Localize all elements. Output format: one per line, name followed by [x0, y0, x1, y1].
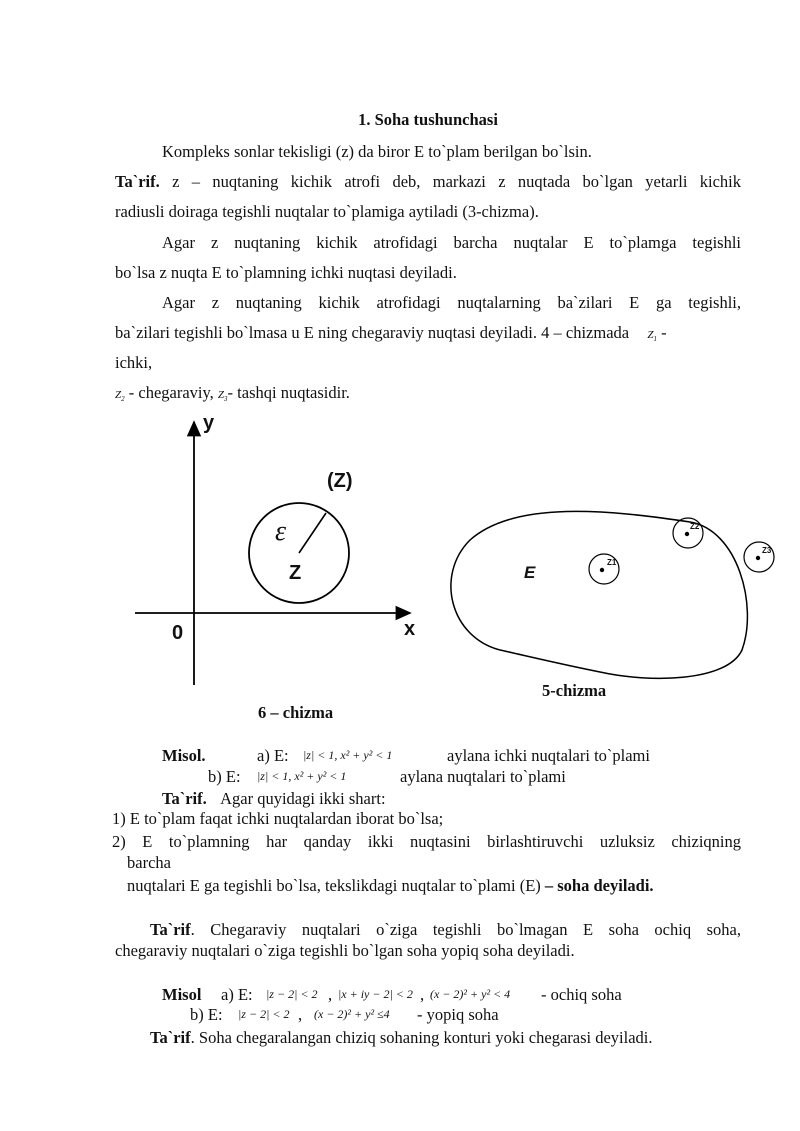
example-2b-prefix: b) E:: [190, 1005, 223, 1024]
z3-label: Z3: [762, 546, 772, 555]
center-point-label: Z: [289, 562, 302, 584]
paragraph-2-line-2: bo`lsa z nuqta E to`plamning ichki nuqtasi deyiladi.: [115, 263, 457, 282]
z2-label: Z2: [690, 522, 700, 531]
intro-paragraph: Kompleks sonlar tekisligi (z) da biror E to`plam berilgan bo`lsin.: [162, 142, 592, 161]
definition-text: z – nuqtaning kichik atrofi deb, markazi z nuqtada bo`lgan yetarli kichik: [172, 172, 741, 191]
definition-4-label: Ta`rif: [150, 1028, 191, 1047]
definition-4-text: . Soha chegaralangan chiziq sohaning konturi yoki chegarasi deyiladi.: [190, 1028, 653, 1047]
z1-symbol: $Z_1$: [647, 329, 657, 344]
example-2a-prefix: a) E:: [221, 985, 253, 1004]
region-e-label: E: [524, 563, 536, 582]
definition-3-label: Ta`rif: [150, 920, 191, 939]
example-1-label: Misol.: [162, 746, 206, 765]
definition-3-text: . Chegaraviy nuqtalari o`ziga tegishli bo`lmagan E soha ochiq soha,: [190, 920, 741, 939]
condition-2: 2) E to`plamning har qanday ikki nuqtasini birlashtiruvchi uzluksiz chiziqning: [112, 832, 741, 851]
example-2a-text: - ochiq soha: [541, 985, 622, 1004]
figure-6-caption: 6 – chizma: [258, 703, 334, 722]
definition-2-label: Ta`rif.: [162, 789, 207, 808]
definition-2-intro-line: [162, 789, 386, 809]
region-e-boundary: [451, 511, 747, 678]
definition-1-line-1: [115, 172, 741, 192]
paragraph-3-line-2: [115, 323, 667, 343]
definition-label: Ta`rif.: [115, 172, 160, 191]
example-2b-math-2: (x − 2)² + y² ≤4: [314, 1007, 390, 1021]
x-axis-label: x: [404, 618, 416, 640]
definition-1-line-2: radiusli doiraga tegishli nuqtalar to`plamiga aytiladi (3-chizma).: [115, 202, 539, 221]
z3-symbol: $Z_3$: [217, 389, 228, 404]
plane-label: (Z): [327, 470, 353, 492]
z3-point: [756, 556, 760, 560]
example-1a-text: aylana ichki nuqtalari to`plami: [447, 746, 650, 765]
origin-label: 0: [172, 622, 184, 644]
condition-1: 1) E to`plam faqat ichki nuqtalardan iborat bo`lsa;: [112, 809, 444, 828]
paragraph-2-line-1: Agar z nuqtaning kichik atrofidagi barcha nuqtalar E to`plamga tegishli: [162, 233, 741, 252]
example-2b-math-1: |z − 2| < 2: [238, 1007, 290, 1021]
example-1b-math: |z| < 1, x² + y² < 1: [257, 769, 347, 783]
exterior-text: - tashqi nuqtasidir.: [227, 383, 350, 402]
paragraph-3-line-4: [115, 383, 350, 403]
z2-symbol: $Z_2$: [115, 389, 125, 404]
radius-line: [299, 513, 326, 553]
neighborhood-circle: [249, 503, 349, 603]
paragraph-3-text: ba`zilari tegishli bo`lmasa u E ning chegaraviy nuqtasi deyiladi. 4 – chizmada: [115, 323, 630, 342]
example-2-label: Misol: [162, 985, 202, 1004]
example-2a-math-3: (x − 2)² + y² < 4: [430, 987, 511, 1001]
paragraph-3-line-3: ichki,: [115, 353, 153, 372]
example-1a-prefix: a) E:: [257, 746, 289, 765]
epsilon-label: ε: [275, 516, 287, 547]
dash: -: [661, 323, 667, 342]
definition-3-line-2: chegaraviy nuqtalari o`ziga tegishli bo`lgan soha yopiq soha deyiladi.: [115, 941, 575, 960]
definition-3-line-1: [150, 920, 741, 940]
page-title: 1. Soha tushunchasi: [358, 110, 498, 129]
condition-3-text: nuqtalari E ga tegishli bo`lsa, tekslikdagi nuqtalar to`plami (E): [127, 876, 541, 895]
boundary-text: - chegaraviy,: [128, 383, 214, 402]
definition-2-intro: Agar quyidagi ikki shart:: [220, 789, 386, 808]
example-1b-text: aylana nuqtalari to`plami: [400, 767, 566, 786]
example-2b-text: - yopiq soha: [417, 1005, 499, 1024]
example-1b-prefix: b) E:: [208, 767, 241, 786]
paragraph-3-line-1: Agar z nuqtaning kichik atrofidagi nuqtalarning ba`zilari E ga tegishli,: [162, 293, 741, 312]
z1-point: [600, 568, 604, 572]
example-1a-math: |z| < 1, x² + y² < 1: [303, 748, 393, 762]
example-2a-math-1: |z − 2| < 2: [266, 987, 318, 1001]
soha-term: – soha deyiladi.: [540, 876, 654, 895]
example-2a-math-2: |x + iy − 2| < 2: [338, 987, 413, 1001]
figure-5-caption: 5-chizma: [542, 681, 607, 700]
definition-4: [150, 1028, 653, 1048]
z2-point: [685, 532, 689, 536]
condition-2-cont: barcha: [127, 853, 171, 872]
condition-3: [127, 876, 654, 896]
y-axis-label: y: [203, 412, 215, 434]
z1-label: Z1: [607, 558, 617, 567]
